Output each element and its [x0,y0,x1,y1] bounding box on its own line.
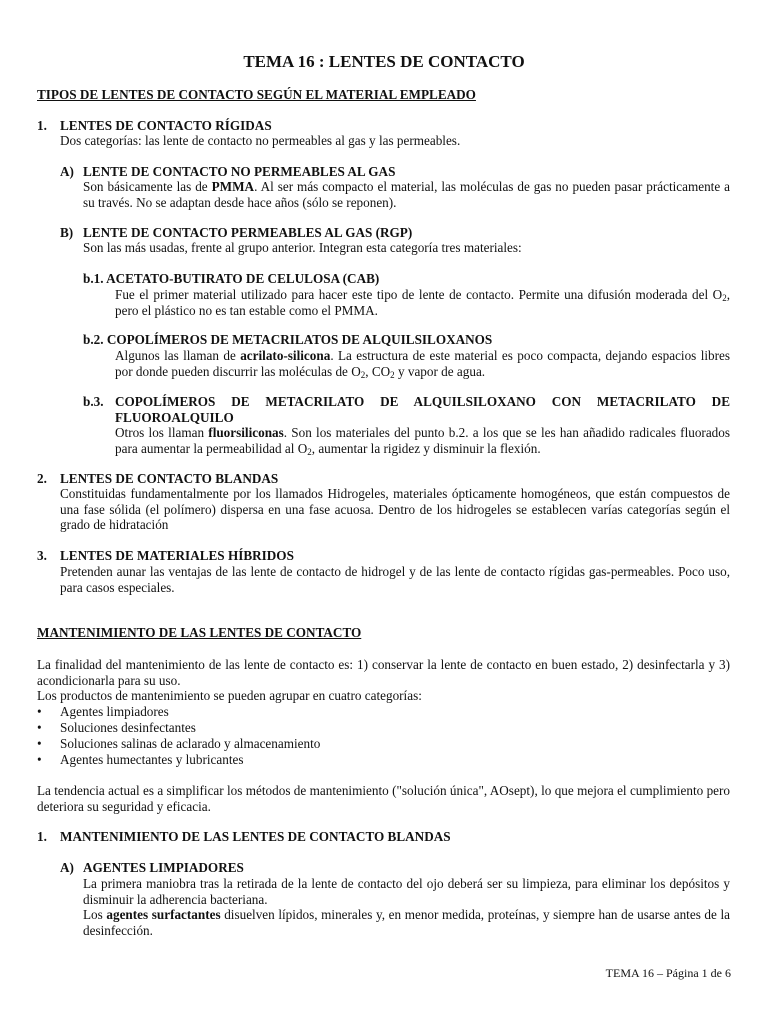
sub-text-no-permeables: Son básicamente las de PMMA. Al ser más compacto el material, las moléculas de gas no pueden pasar prácticamente a su través. No se adaptan desde hace años (sólo se reponen). [83,179,731,210]
list-item: Agentes humectantes y lubricantes [60,752,244,767]
sub-label-a: A) [60,164,74,179]
item-text-hibridos: Pretenden aunar las ventajas de las lente de contacto de hidrogel y de las lente de contacto rígidas gas-permeables. Poco uso, para casos especiales. [60,564,730,595]
item-heading-hibridos: LENTES DE MATERIALES HÍBRIDOS [60,548,294,563]
b2-heading: b.2. COPOLÍMEROS DE METACRILATOS DE ALQUILSILOXANOS [83,332,493,347]
sub-heading-agentes-limpiadores: AGENTES LIMPIADORES [83,860,244,875]
item-heading-rigidas: LENTES DE CONTACTO RÍGIDAS [60,118,272,133]
b2-text: Algunos las llaman de acrilato-silicona. La estructura de este material es poco compacta, dejando espacios libres por donde pueden discurrir las moléculas de $O_2$, $CO_2$ y vapor de agua. [115,348,730,380]
item-heading-blandas: LENTES DE CONTACTO BLANDAS [60,471,279,486]
b3-label: b.3. [83,394,104,409]
item-text-blandas: Constituidas fundamentalmente por los llamados Hidrogeles, materiales ópticamente homogéneos, que están compuestos de una fase sólida (el polímero) dispersa en una fase acuosa. Dentro de los hidrogeles se establecen varías categorías según el grado de hidratación [60,486,730,533]
list-item: Agentes limpiadores [60,704,169,719]
limpiadores-text-1: La primera maniobra tras la retirada de la lente de contacto del ojo deberá ser su limpieza, para eliminar los depósitos y disminuir la adherencia bacteriana. [83,876,730,907]
page-footer: TEMA 16 – Página 1 de 6 [605,966,731,980]
b1-heading: b.1. ACETATO-BUTIRATO DE CELULOSA (CAB) [83,271,380,286]
bullet-dot: • [37,736,42,751]
maintenance-trend: La tendencia actual es a simplificar los métodos de mantenimiento ("solución única", AOsept), lo que mejora el cumplimiento pero deteriora su seguridad y eficacia. [37,783,730,814]
maintenance-categories-intro: Los productos de mantenimiento se pueden agrupar en cuatro categorías: [37,688,422,703]
bullet-dot: • [37,720,42,735]
item-number: 1. [37,829,47,844]
section-heading-mantenimiento: MANTENIMIENTO DE LAS LENTES DE CONTACTO [37,625,362,640]
b1-text: Fue el primer material utilizado para hacer este tipo de lente de contacto. Permite una difusión moderada del $O_2$, pero el plástico no es tan estable como el PMMA. [115,287,730,318]
list-item: Soluciones desinfectantes [60,720,196,735]
sub-heading-no-permeables: LENTE DE CONTACTO NO PERMEABLES AL GAS [83,164,396,179]
item-number: 3. [37,548,47,563]
list-item: Soluciones salinas de aclarado y almacenamiento [60,736,321,751]
item-text-rigidas: Dos categorías: las lente de contacto no permeables al gas y las permeables. [60,133,461,148]
page-title: TEMA 16 : LENTES DE CONTACTO [243,52,525,71]
sub-label-a: A) [60,860,74,875]
b3-text: Otros los llaman fluorsiliconas. Son los materiales del punto b.2. a los que se les han añadido radicales fluorados para aumentar la permeabilidad al $O_2$, aumentar la rigidez y disminuir la flexión. [115,425,730,457]
sub-text-rgp: Son las más usadas, frente al grupo anterior. Integran esta categoría tres materiales: [83,240,522,255]
limpiadores-text-2: Los agentes surfactantes disuelven lípidos, minerales y, en menor medida, proteínas, y siempre han de usarse antes de la desinfección. [83,907,731,938]
bullet-dot: • [37,752,42,767]
section-heading-tipos: TIPOS DE LENTES DE CONTACTO SEGÚN EL MATERIAL EMPLEADO [37,87,476,102]
item-number: 2. [37,471,47,486]
b3-heading: COPOLÍMEROS DE METACRILATO DE ALQUILSILOXANO CON METACRILATO DE FLUOROALQUILO [115,394,730,425]
item-heading-mantenimiento-blandas: MANTENIMIENTO DE LAS LENTES DE CONTACTO BLANDAS [60,829,451,844]
sub-label-b: B) [60,225,74,240]
sub-heading-rgp: LENTE DE CONTACTO PERMEABLES AL GAS (RGP) [83,225,413,240]
item-number: 1. [37,118,47,133]
bullet-dot: • [37,704,42,719]
maintenance-intro: La finalidad del mantenimiento de las lente de contacto es: 1) conservar la lente de contacto en buen estado, 2) desinfectarla y 3) acondicionarla para su uso. [37,657,730,688]
